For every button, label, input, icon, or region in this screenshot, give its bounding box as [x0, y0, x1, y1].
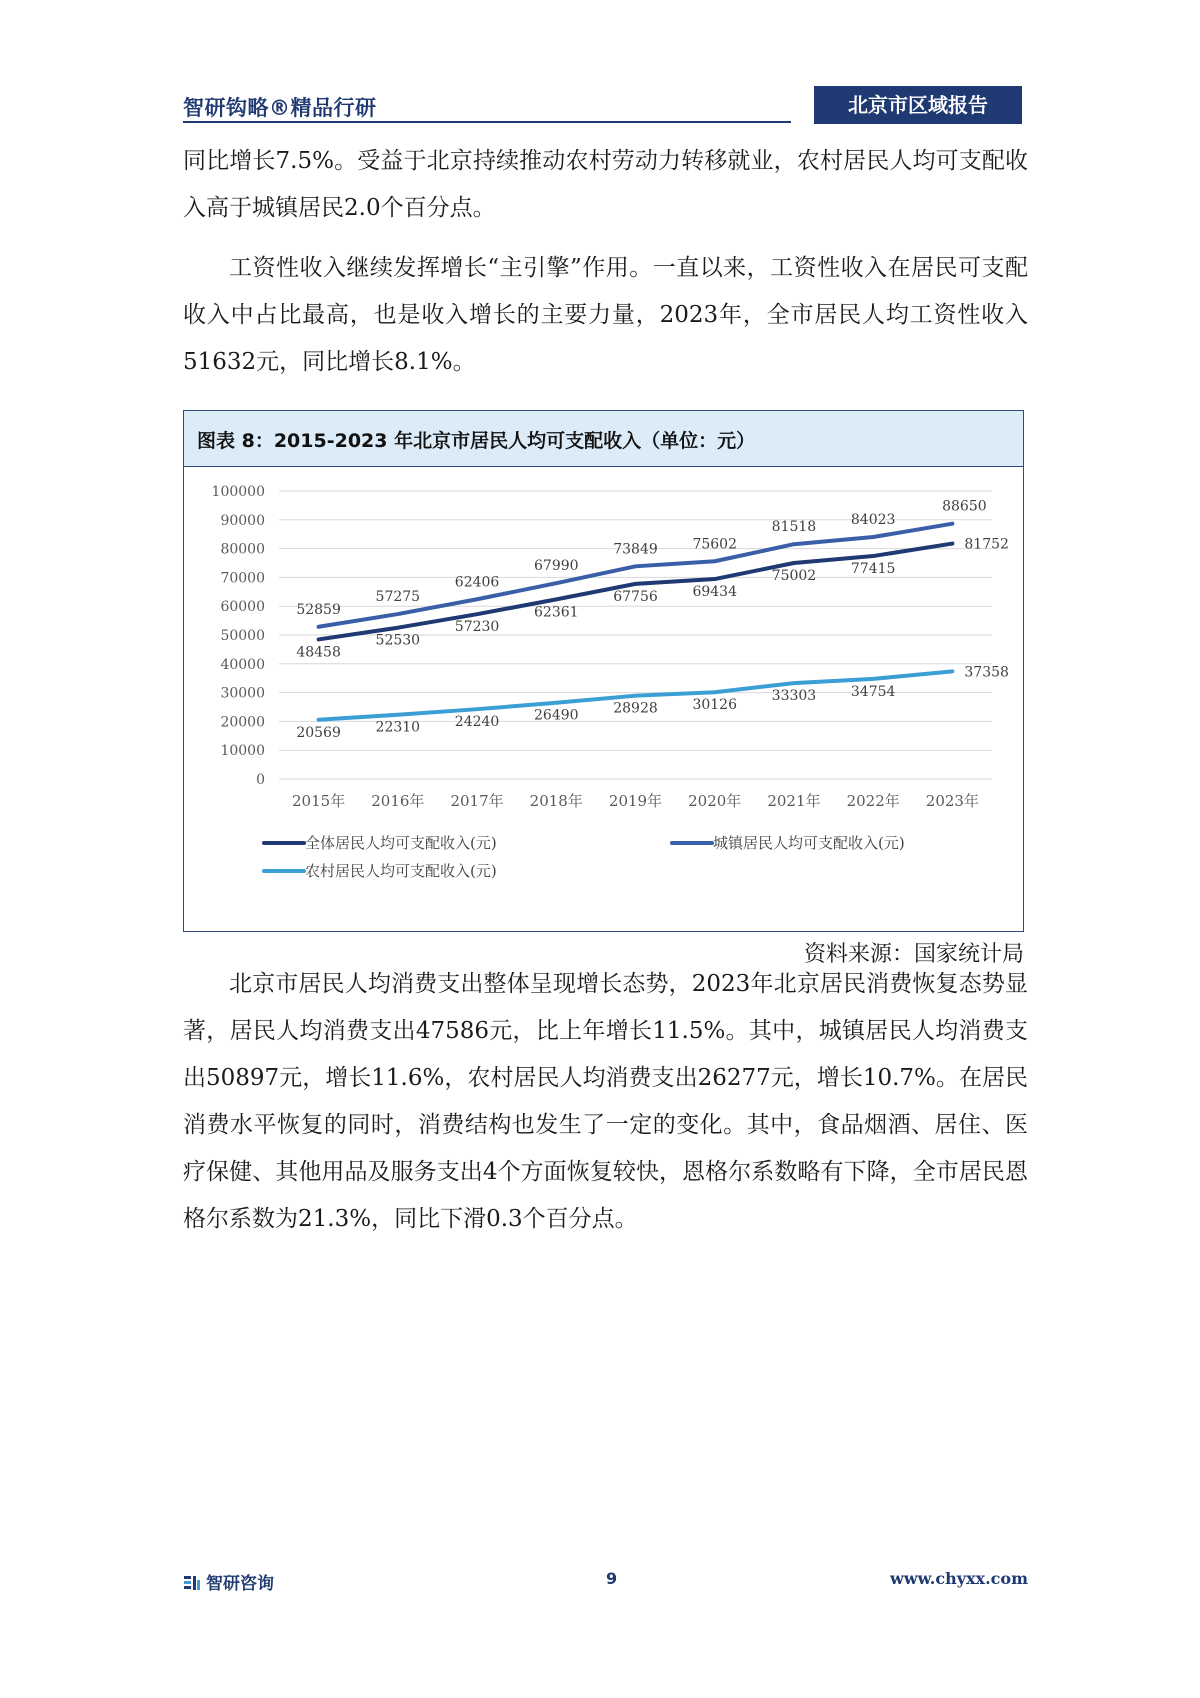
- data-label: 88650: [942, 498, 987, 515]
- y-tick-label: 80000: [220, 541, 265, 558]
- data-label: 81518: [771, 519, 817, 536]
- data-label: 62361: [534, 604, 579, 621]
- y-tick-label: 60000: [220, 599, 265, 616]
- data-label: 77415: [850, 561, 896, 578]
- x-tick-label: 2023年: [925, 792, 979, 810]
- x-tick-label: 2017年: [450, 792, 504, 810]
- data-label: 24240: [454, 714, 500, 731]
- x-tick-label: 2019年: [608, 792, 663, 810]
- data-label: 84023: [850, 512, 896, 529]
- data-label: 69434: [692, 584, 737, 601]
- data-label: 81752: [964, 536, 1009, 553]
- x-tick-label: 2021年: [767, 792, 821, 810]
- data-label: 57230: [454, 619, 500, 636]
- y-tick-label: 100000: [211, 484, 265, 500]
- paragraph-1: 同比增长7.5%。受益于北京持续推动农村劳动力转移就业，农村居民人均可支配收入高于城镇居民2.0个百分点。: [183, 148, 1028, 221]
- y-tick-label: 0: [256, 772, 265, 788]
- y-tick-label: 30000: [220, 685, 265, 702]
- data-label: 30126: [692, 697, 737, 714]
- figure-box: [183, 410, 1024, 932]
- footer-logo: [183, 1569, 274, 1594]
- data-label: 22310: [375, 719, 421, 736]
- x-tick-label: 2018年: [529, 792, 583, 810]
- y-tick-label: 50000: [220, 628, 265, 644]
- y-tick-label: 40000: [220, 656, 265, 673]
- data-label: 75002: [771, 567, 817, 584]
- y-tick-label: 70000: [220, 570, 265, 587]
- data-label: 26490: [534, 707, 579, 724]
- data-label: 20569: [296, 724, 341, 741]
- data-label: 33303: [771, 688, 817, 705]
- x-tick-label: 2015年: [292, 792, 346, 810]
- figure-source: 资料来源：国家统计局: [803, 942, 1024, 967]
- company-logo-icon: [183, 1574, 201, 1592]
- data-label: 52859: [296, 601, 341, 618]
- legend-label: 全体居民人均可支配收入(元): [305, 834, 497, 852]
- data-label: 73849: [613, 541, 658, 558]
- legend-label: 农村居民人均可支配收入(元): [305, 862, 497, 880]
- data-label: 67990: [534, 558, 579, 575]
- header-title: 智研钩略®精品行研: [183, 96, 377, 120]
- paragraph-2: 工资性收入继续发挥增长“主引擎”作用。一直以来，工资性收入在居民可支配收入中占比最高，也是收入增长的主要力量，2023年，全市居民人均工资性收入51632元，同比增长8.1%。: [183, 255, 1028, 375]
- income-line-chart: [184, 467, 1022, 930]
- y-tick-label: 20000: [220, 714, 265, 731]
- data-label: 67756: [613, 588, 658, 605]
- data-label: 52530: [375, 632, 421, 649]
- report-title-badge: 北京市区域报告: [814, 86, 1022, 124]
- footer-url[interactable]: www.chyxx.com: [890, 1569, 1028, 1588]
- data-label: 62406: [454, 574, 500, 591]
- legend-label: 城镇居民人均可支配收入(元): [713, 834, 905, 852]
- y-tick-label: 90000: [220, 512, 265, 529]
- data-label: 37358: [964, 664, 1009, 681]
- x-tick-label: 2016年: [371, 792, 425, 810]
- x-tick-label: 2020年: [688, 792, 742, 810]
- data-label: 48458: [296, 644, 341, 661]
- paragraph-3: 北京市居民人均消费支出整体呈现增长态势，2023年北京居民消费恢复态势显著，居民人均消费支出47586元，比上年增长11.5%。其中，城镇居民人均消费支出50897元，增长11.6%，农村居民人均消费支出26277元，增长10.7%。在居民消费水平恢复的同时，消费结构也发生了一定的变化。其中，食品烟酒、居住、医疗保健、其他用品及服务支出4个方面恢复较快，恩格尔系数略有下降，全市居民恩格尔系数为21.3%，同比下滑0.3个百分点。: [183, 971, 1028, 1232]
- figure-header: [184, 411, 1023, 467]
- y-tick-label: 10000: [220, 743, 265, 760]
- header-rule: [183, 121, 791, 123]
- data-label: 34754: [850, 683, 896, 700]
- data-label: 57275: [375, 589, 421, 606]
- data-label: 75602: [692, 536, 737, 553]
- footer-logo-text: 智研咨询: [206, 1574, 274, 1594]
- x-tick-label: 2022年: [846, 792, 900, 810]
- figure-title: 图表 8：2015-2023 年北京市居民人均可支配收入（单位：元）: [197, 430, 756, 452]
- data-label: 28928: [613, 700, 658, 717]
- page-number: 9: [606, 1569, 618, 1588]
